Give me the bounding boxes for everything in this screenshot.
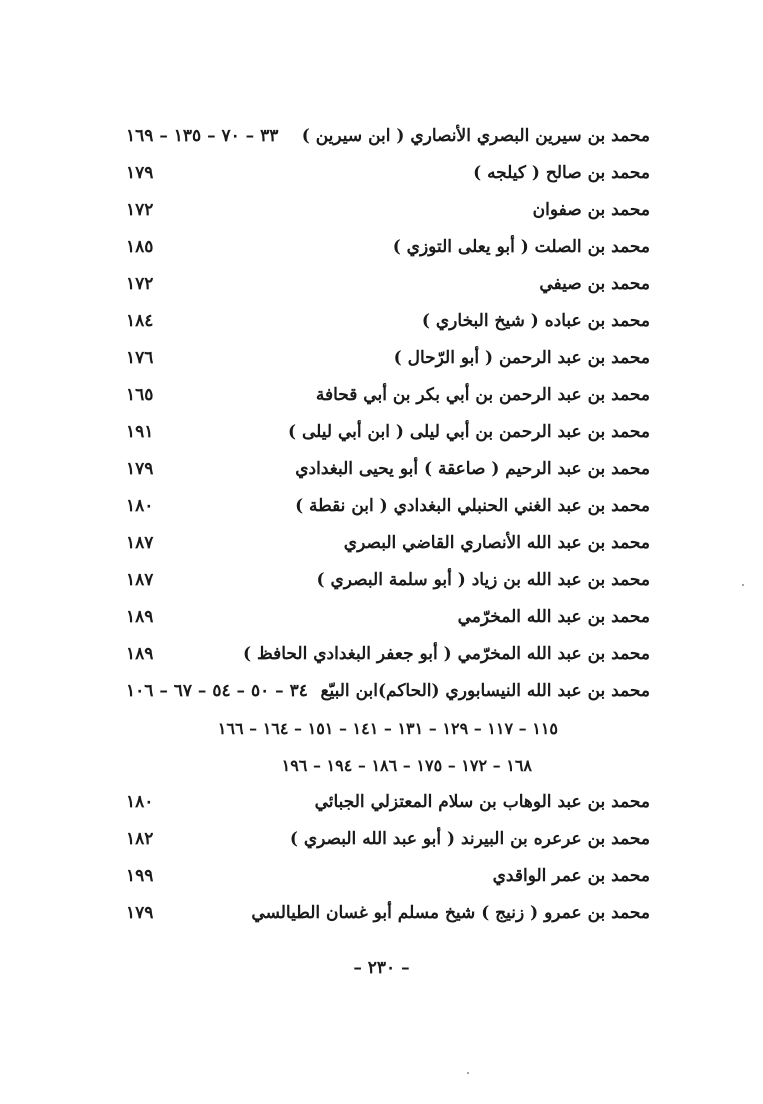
entry-name: محمد بن عمرو ( زنيج ) شيخ مسلم أبو غسان الطيالسي	[251, 903, 650, 923]
entry-name: محمد بن عبد الله الأنصاري القاضي البصري	[343, 533, 650, 553]
entry-name: محمد بن عرعره بن البيرند ( أبو عبد الله البصري )	[289, 829, 650, 849]
entry-name: محمد بن عباده ( شيخ البخاري )	[421, 311, 650, 331]
entry-name: محمد بن عبد الغني الحنبلي البغدادي ( ابن نقطة )	[295, 496, 650, 516]
index-entry	[126, 784, 650, 821]
index-entry	[126, 451, 650, 488]
entry-pages: ١٨٧	[126, 533, 154, 553]
entry-name: محمد بن الصلت ( أبو يعلى التوزي )	[392, 237, 650, 257]
index-entry-continuation	[126, 747, 650, 784]
entry-name: محمد بن عبد الله المخرّمي ( أبو جعفر البغدادي الحافظ )	[243, 644, 650, 664]
entry-name: محمد بن عبد الرحمن بن أبي بكر بن أبي قحافة	[315, 385, 650, 405]
index-entry	[126, 858, 650, 895]
entry-pages: ١٨٩	[126, 607, 154, 627]
index-entry-continuation	[126, 710, 650, 747]
entry-name: محمد بن عبد الله النيسابوري (الحاكم)ابن البيّع	[320, 681, 650, 701]
entry-pages: ١٧٩	[126, 163, 154, 183]
index-entry	[126, 377, 650, 414]
index-entry	[126, 562, 650, 599]
index-entry	[126, 118, 650, 155]
entry-pages: ١٧٩	[126, 903, 154, 923]
entry-name: محمد بن عمر الواقدي	[492, 866, 650, 886]
index-entry	[126, 340, 650, 377]
entry-pages: ١٨٩	[126, 644, 154, 664]
entry-name: محمد بن عبد الله بن زياد ( أبو سلمة البصري )	[316, 570, 650, 590]
entry-pages: ١٨٧	[126, 570, 154, 590]
entry-pages: ١٩١	[126, 422, 154, 442]
entry-pages: ١٦٨ – ١٧٢ – ١٧٥ – ١٨٦ – ١٩٤ – ١٩٦	[281, 756, 532, 775]
scan-speck	[467, 1072, 469, 1074]
index-entry	[126, 192, 650, 229]
entry-name: محمد بن سيرين البصري الأنصاري ( ابن سيرين )	[301, 126, 650, 146]
entry-name: محمد بن عبد الرحيم ( صاعقة ) أبو يحيى البغدادي	[295, 459, 650, 479]
index-entry	[126, 525, 650, 562]
index-entry	[126, 673, 650, 710]
index-entry	[126, 303, 650, 340]
entry-name: محمد بن عبد الرحمن بن أبي ليلى ( ابن أبي ليلى )	[288, 422, 650, 442]
entry-name: محمد بن صالح ( كيلجه )	[473, 163, 650, 183]
entry-pages: ١٨٥	[126, 237, 154, 257]
index-entry	[126, 821, 650, 858]
entry-name: محمد بن عبد الله المخرّمي	[457, 607, 650, 627]
entry-pages: ٣٣ – ٧٠ – ١٣٥ – ١٦٩	[126, 126, 279, 146]
entry-pages: ١٩٩	[126, 866, 154, 886]
index-entry	[126, 599, 650, 636]
entry-pages: ١٧٢	[126, 274, 154, 294]
index-entry	[126, 895, 650, 932]
entry-pages: ١١٥ – ١١٧ – ١٢٩ – ١٣١ – ١٤١ – ١٥١ – ١٦٤ – ١٦٦	[217, 719, 558, 738]
entry-pages: ١٨٢	[126, 829, 154, 849]
index-entry	[126, 266, 650, 303]
scan-speck	[742, 584, 744, 586]
entry-pages: ١٦٥	[126, 385, 154, 405]
name-index-list	[126, 118, 650, 932]
entry-pages: ١٨٠	[126, 792, 154, 812]
entry-pages: ١٨٤	[126, 311, 154, 331]
index-entry	[126, 636, 650, 673]
entry-name: محمد بن صيفي	[539, 274, 650, 294]
index-entry	[126, 488, 650, 525]
index-entry	[126, 414, 650, 451]
index-entry	[126, 229, 650, 266]
entry-name: محمد بن صفوان	[532, 200, 650, 220]
entry-name: محمد بن عبد الرحمن ( أبو الرّحال )	[393, 348, 650, 368]
page-number: – ٢٣٠ –	[353, 958, 410, 978]
entry-pages: ١٨٠	[126, 496, 154, 516]
entry-pages: ٣٤ – ٥٠ – ٥٤ – ٦٧ – ١٠٦	[126, 681, 308, 701]
entry-pages: ١٧٩	[126, 459, 154, 479]
index-entry	[126, 155, 650, 192]
entry-pages: ١٧٦	[126, 348, 154, 368]
entry-name: محمد بن عبد الوهاب بن سلام المعتزلي الجبائي	[314, 792, 650, 812]
entry-pages: ١٧٢	[126, 200, 154, 220]
